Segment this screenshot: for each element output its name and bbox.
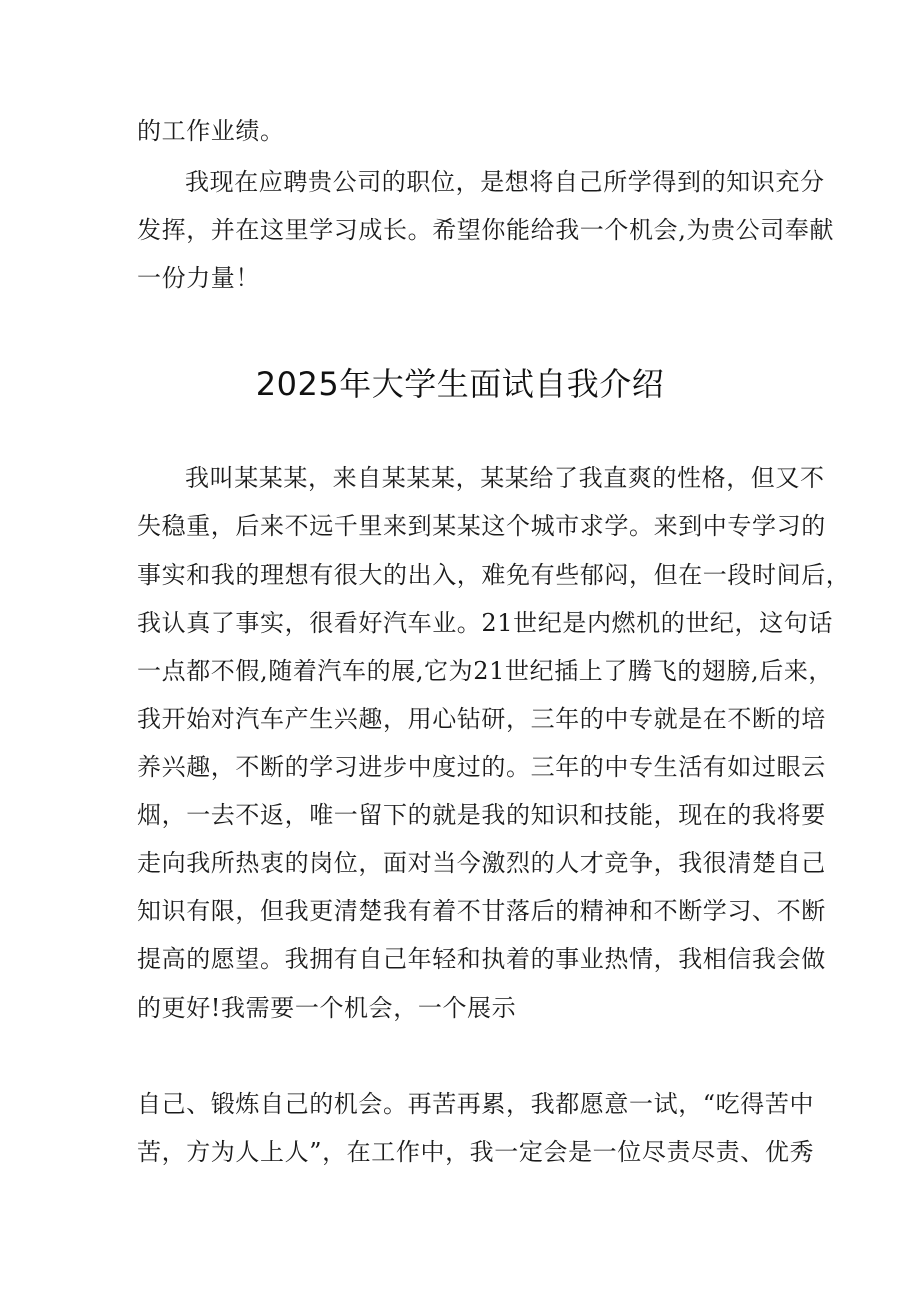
paragraph-line: 失稳重，后来不远千里来到某某这个城市求学。来到中专学习的 bbox=[137, 512, 826, 540]
paragraph-line: 的更好!我需要一个机会，一个展示 bbox=[137, 994, 517, 1022]
paragraph-line: 养兴趣，不断的学习进步中度过的。三年的中专生活有如过眼云 bbox=[137, 753, 826, 781]
paragraph-line: 一点都不假,随着汽车的展,它为21世纪插上了腾飞的翅膀,后来， bbox=[137, 657, 834, 685]
paragraph-line: 知识有限，但我更清楚我有着不甘落后的精神和不断学习、不断 bbox=[137, 897, 826, 925]
paragraph-line: 走向我所热衷的岗位，面对当今激烈的人才竞争，我很清楚自己 bbox=[137, 849, 826, 877]
paragraph-line: 一份力量！ bbox=[137, 264, 260, 292]
paragraph-line: 自己、锻炼自己的机会。再苦再累，我都愿意一试，“吃得苦中 bbox=[137, 1090, 815, 1118]
document-title: 2025年大学生面试自我介绍 bbox=[255, 365, 665, 403]
paragraph-line: 提高的愿望。我拥有自己年轻和执着的事业热情，我相信我会做 bbox=[137, 945, 826, 973]
paragraph-line: 我认真了事实，很看好汽车业。21世纪是内燃机的世纪，这句话 bbox=[137, 609, 833, 637]
paragraph-line: 发挥，并在这里学习成长。希望你能给我一个机会,为贵公司奉献 bbox=[137, 216, 835, 244]
paragraph-line: 我开始对汽车产生兴趣，用心钻研，三年的中专就是在不断的培 bbox=[137, 705, 826, 733]
paragraph-line: 事实和我的理想有很大的出入，难免有些郁闷，但在一段时间后， bbox=[137, 561, 851, 589]
paragraph-line: 我叫某某某，来自某某某，某某给了我直爽的性格，但又不 bbox=[185, 464, 825, 492]
paragraph-line: 我现在应聘贵公司的职位，是想将自己所学得到的知识充分 bbox=[185, 168, 825, 196]
paragraph-line: 苦，方为人上人”，在工作中，我一定会是一位尽责尽责、优秀 bbox=[137, 1138, 815, 1166]
paragraph-line: 烟，一去不返，唯一留下的就是我的知识和技能，现在的我将要 bbox=[137, 801, 826, 829]
paragraph-line: 的工作业绩。 bbox=[137, 117, 285, 145]
